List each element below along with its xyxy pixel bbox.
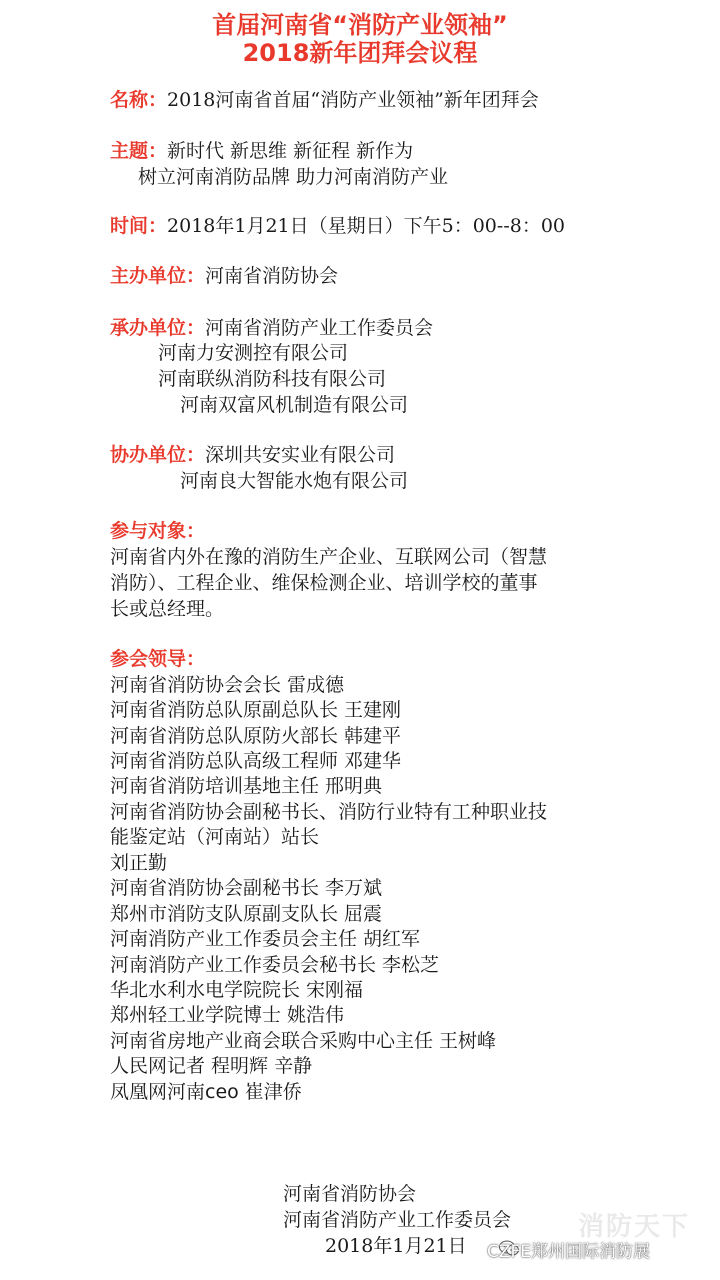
leaders-label: 参会领导： xyxy=(110,648,206,670)
organizers-label: 承办单位： xyxy=(110,317,206,339)
leader-line: 河南省消防协会副秘书长、消防行业特有工种职业技 xyxy=(110,801,548,823)
leader-line: 郑州市消防支队原副支队长 屈震 xyxy=(110,903,383,925)
name-row xyxy=(110,88,539,112)
co-organizers-row xyxy=(110,443,395,467)
time-value: 2018年1月21日（星期日）下午5：00--8：00 xyxy=(167,215,566,237)
time-label: 时间： xyxy=(110,215,168,237)
leader-line: 郑州轻工业学院博士 姚浩伟 xyxy=(110,1004,345,1026)
footer-org-1: 河南省消防协会 xyxy=(283,1183,417,1205)
leader-line: 河南消防产业工作委员会主任 胡红军 xyxy=(110,928,421,950)
page-title-line-1: 首届河南省“消防产业领袖” xyxy=(212,11,508,39)
leader-line: 河南省消防总队原防火部长 韩建平 xyxy=(110,725,402,747)
organizer-item: 河南联纵消防科技有限公司 xyxy=(158,368,387,390)
participants-line: 长或总经理。 xyxy=(110,598,225,620)
co-organizer-item: 深圳共安实业有限公司 xyxy=(205,444,396,466)
leader-line: 华北水利水电学院院长 宋刚福 xyxy=(110,979,364,1001)
watermark-logo: 消防天下 xyxy=(577,1212,690,1242)
leader-line: 河南省消防培训基地主任 邢明典 xyxy=(110,775,383,797)
theme-label: 主题： xyxy=(110,140,168,162)
leader-line: 河南省房地产业商会联合采购中心主任 王树峰 xyxy=(110,1030,497,1052)
page-title-line-2: 2018新年团拜会议程 xyxy=(242,39,478,67)
host-label: 主办单位： xyxy=(110,265,206,287)
host-row xyxy=(110,264,338,288)
leader-line: 河南省消防协会会长 雷成德 xyxy=(110,674,345,696)
name-label: 名称： xyxy=(110,89,168,111)
host-value: 河南省消防协会 xyxy=(205,265,339,287)
participants-line: 消防）、工程企业、维保检测企业、培训学校的董事 xyxy=(110,572,538,594)
watermark-text: CZFE郑州国际消防展 xyxy=(486,1242,650,1262)
theme-row xyxy=(110,139,413,163)
leader-line: 河南省消防协会副秘书长 李万斌 xyxy=(110,877,383,899)
co-organizer-item: 河南良大智能水炮有限公司 xyxy=(180,470,409,492)
organizer-item: 河南省消防产业工作委员会 xyxy=(205,317,434,339)
leader-line: 凤凰网河南ceo 崔津侨 xyxy=(110,1081,302,1103)
theme-value-line-2: 树立河南消防品牌 助力河南消防产业 xyxy=(138,166,449,188)
participants-label: 参与对象： xyxy=(110,520,206,542)
organizer-item: 河南力安测控有限公司 xyxy=(158,342,349,364)
co-organizers-label: 协办单位： xyxy=(110,444,206,466)
footer-date: 2018年1月21日 xyxy=(325,1235,467,1257)
leader-line: 河南省消防总队原副总队长 王建刚 xyxy=(110,699,402,721)
leader-line: 河南消防产业工作委员会秘书长 李松芝 xyxy=(110,954,440,976)
leader-line: 能鉴定站（河南站）站长 xyxy=(110,826,320,848)
leader-line: 人民网记者 程明辉 辛静 xyxy=(110,1055,313,1077)
participants-line: 河南省内外在豫的消防生产企业、互联网公司（智慧 xyxy=(110,546,548,568)
organizers-row xyxy=(110,316,433,340)
name-value: 2018河南省首届“消防产业领袖”新年团拜会 xyxy=(167,89,539,111)
leader-line: 刘正勤 xyxy=(110,852,168,874)
time-row xyxy=(110,214,565,238)
footer-org-2: 河南省消防产业工作委员会 xyxy=(283,1209,512,1231)
theme-value-line-1: 新时代 新思维 新征程 新作为 xyxy=(167,140,414,162)
leader-line: 河南省消防总队高级工程师 邓建华 xyxy=(110,750,402,772)
organizer-item: 河南双富风机制造有限公司 xyxy=(180,394,409,416)
